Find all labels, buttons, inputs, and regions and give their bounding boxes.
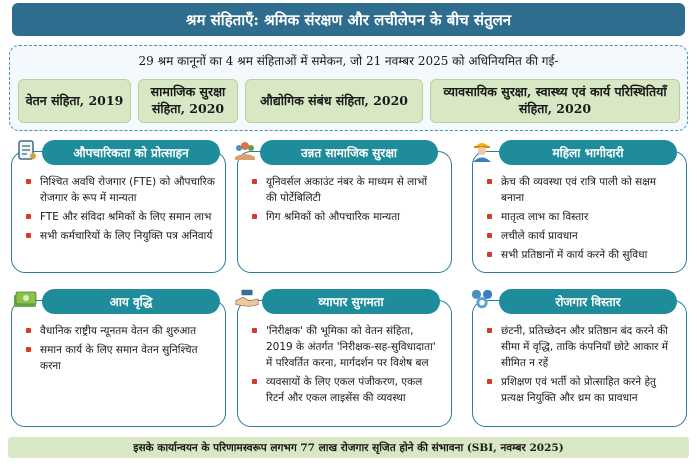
shield-hand-icon <box>232 137 258 163</box>
card-title: उन्नत सामाजिक सुरक्षा <box>260 140 438 165</box>
list-item: गिग श्रमिकों को औपचारिक मान्यता <box>252 209 441 225</box>
card-list <box>473 301 686 406</box>
card-title: महिला भागीदारी <box>499 140 677 165</box>
footer-note: इसके कार्यान्वयन के परिणामस्वरूप लगभग 77 लाख रोजगार सृजित होने की संभावना (SBI, नवम्बर 2025) <box>8 437 689 458</box>
code-industrial-relations: औद्योगिक संबंध संहिता, 2020 <box>245 79 423 123</box>
list-item: यूनिवर्सल अकाउंट नंबर के माध्यम से लाभों की पोर्टेबिलिटी <box>252 174 441 206</box>
list-item: निश्चित अवधि रोजगार (FTE) को औपचारिक रोजगार के रूप में मान्यता <box>26 174 215 206</box>
codes-intro-text: 29 श्रम कानूनों का 4 श्रम संहिताओं में समेकन, जो 21 नवम्बर 2025 को अधिनियमित की गई- <box>138 54 559 68</box>
card-social-security <box>237 146 452 273</box>
document-icon <box>14 137 40 163</box>
labour-codes-box <box>9 45 688 131</box>
card-list <box>238 301 451 406</box>
list-item: छंटनी, प्रतिच्छेदन और प्रतिष्ठान बंद करने की सीमा में वृद्धि, ताकि कंपनियाँ छोटे आकार में सीमित न रहें <box>487 323 676 371</box>
list-item: व्यवसायों के लिए एकल पंजीकरण, एकल रिटर्न और एकल लाइसेंस की व्यवस्था <box>252 374 441 406</box>
page-title: श्रम संहिताएँ: श्रमिक संरक्षण और लचीलेपन के बीच संतुलन <box>12 3 685 36</box>
list-item: FTE और संविदा श्रमिकों के लिए समान लाभ <box>26 209 215 225</box>
list-item: वैधानिक राष्ट्रीय न्यूनतम वेतन की शुरुआत <box>26 323 215 339</box>
code-occupational-safety: व्यावसायिक सुरक्षा, स्वास्थ्य एवं कार्य परिस्थितियाँ संहिता, 2020 <box>430 79 680 123</box>
code-social-security: सामाजिक सुरक्षा संहिता, 2020 <box>138 79 238 123</box>
card-list <box>473 152 686 263</box>
card-formalization <box>11 146 226 273</box>
list-item: समान कार्य के लिए समान वेतन सुनिश्चित करना <box>26 342 215 374</box>
job-search-icon <box>469 286 495 312</box>
card-title: आय वृद्धि <box>42 289 220 314</box>
card-ease-of-business <box>237 295 452 427</box>
code-wage: वेतन संहिता, 2019 <box>18 79 131 123</box>
list-item: 'निरीक्षक' की भूमिका को वेतन संहिता, 2019 के अंतर्गत 'निरीक्षक-सह-सुविधादाता' में परिवर्तित करना, मार्गदर्शन पर विशेष बल <box>252 323 441 371</box>
card-title: व्यापार सुगमता <box>262 289 440 314</box>
card-income-growth <box>11 295 226 427</box>
money-icon <box>12 286 38 312</box>
card-title: औपचारिकता को प्रोत्साहन <box>42 140 220 165</box>
card-title: रोजगार विस्तार <box>499 289 677 314</box>
list-item: मातृत्व लाभ का विस्तार <box>487 209 676 225</box>
list-item: क्रेच की व्यवस्था एवं रात्रि पाली को सक्षम बनाना <box>487 174 676 206</box>
list-item: सभी प्रतिष्ठानों में कार्य करने की सुविधा <box>487 247 676 263</box>
handshake-icon <box>234 286 260 312</box>
list-item: प्रशिक्षण एवं भर्ती को प्रोत्साहित करने हेतु प्रत्यक्ष नियुक्ति और थ्रम का प्रावधान <box>487 374 676 406</box>
list-item: लचीले कार्य प्रावधान <box>487 228 676 244</box>
card-women-participation <box>472 146 687 273</box>
woman-worker-icon <box>469 137 495 163</box>
card-employment-expansion <box>472 295 687 427</box>
list-item: सभी कर्मचारियों के लिए नियुक्ति पत्र अनिवार्य <box>26 228 215 244</box>
card-list <box>12 152 225 244</box>
